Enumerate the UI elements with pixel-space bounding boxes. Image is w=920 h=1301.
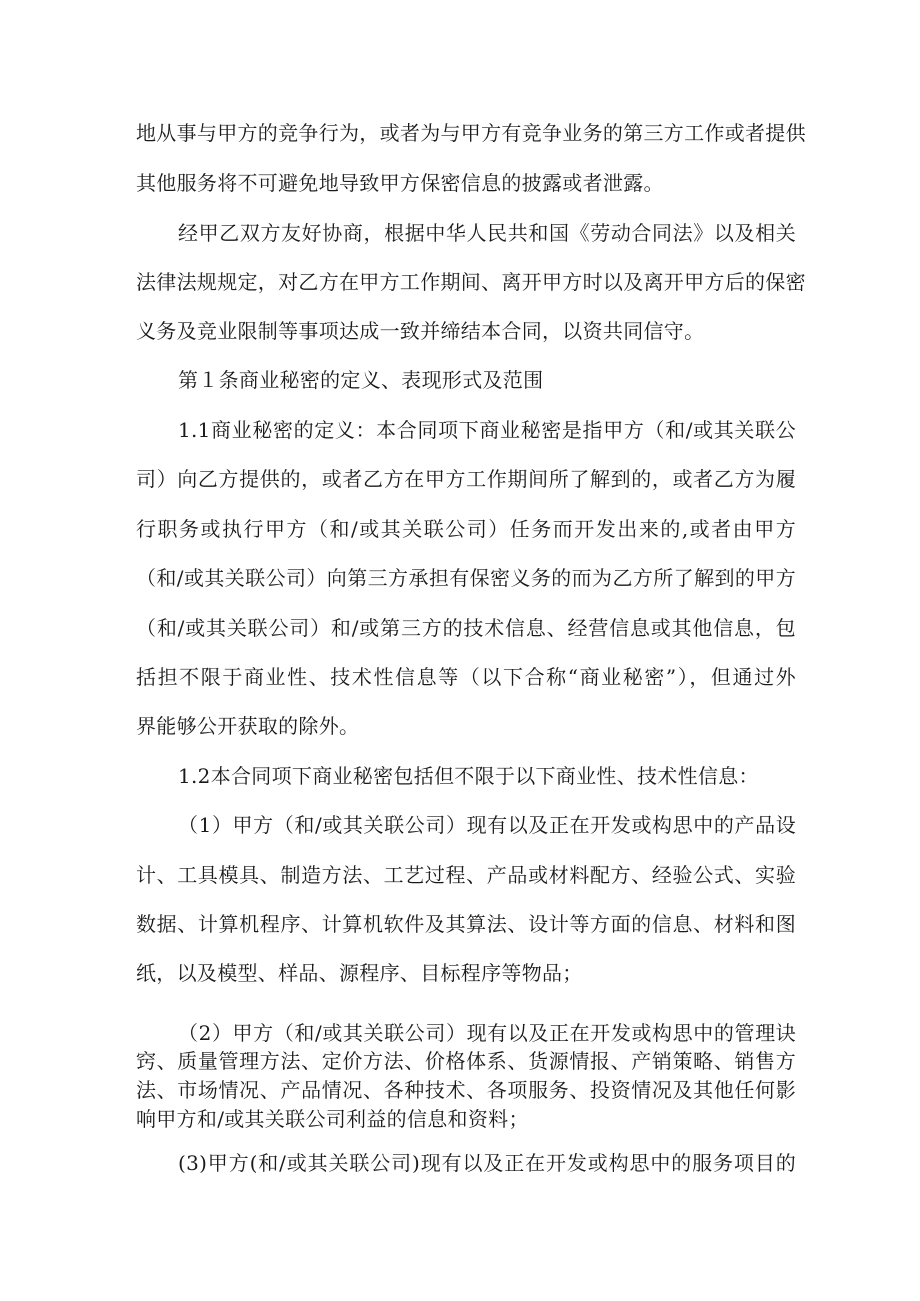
paragraph-line: 数据、计算机程序、计算机软件及其算法、设计等方面的信息、材料和图 [136,912,796,936]
paragraph-line: 地从事与甲方的竞争行为，或者为与甲方有竞争业务的第三方工作或者提供 [136,121,806,145]
paragraph-line: （2）甲方（和/或其关联公司）现有以及正在开发或构思中的管理诀 [178,1021,796,1045]
paragraph-line: 法、市场情况、产品情况、各种技术、各项服务、投资情况及其他任何影 [136,1078,796,1102]
paragraph-line: 1.1商业秘密的定义：本合同项下商业秘密是指甲方（和/或其关联公 [178,418,796,442]
paragraph-line: 义务及竞业限制等事项达成一致并缔结本合同，以资共同信守。 [136,319,705,343]
paragraph-line: （和/或其关联公司）向第三方承担有保密义务的而为乙方所了解到的甲方 [136,566,796,590]
paragraph-line: （1）甲方（和/或其关联公司）现有以及正在开发或构思中的产品设 [178,813,796,837]
paragraph-line: 纸，以及模型、样品、源程序、目标程序等物品； [136,961,583,985]
paragraph-line: 响甲方和/或其关联公司利益的信息和资料； [136,1107,529,1131]
paragraph-line: 其他服务将不可避免地导致甲方保密信息的披露或者泄露。 [136,171,664,195]
paragraph-line: 行职务或执行甲方（和/或其关联公司）任务而开发出来的,或者由甲方 [136,517,796,541]
paragraph-line: 计、工具模具、制造方法、工艺过程、产品或材料配方、经验公式、实验 [136,863,796,887]
paragraph-line: 经甲乙双方友好协商，根据中华人民共和国《劳动合同法》以及相关 [178,221,796,245]
paragraph-line: 窍、质量管理方法、定价方法、价格体系、货源情报、产销策略、销售方 [136,1049,796,1073]
paragraph-line: 法律法规规定，对乙方在甲方工作期间、离开甲方时以及离开甲方后的保密 [136,270,806,294]
paragraph-line: (3)甲方(和/或其关联公司)现有以及正在开发或构思中的服务项目的 [178,1151,796,1175]
paragraph-line: 界能够公开获取的除外。 [136,714,360,738]
section-heading: 第１条商业秘密的定义、表现形式及范围 [178,368,544,392]
paragraph-line: 括担不限于商业性、技术性信息等（以下合称“商业秘密”），但通过外 [136,665,796,689]
paragraph-line: （和/或其关联公司）和/或第三方的技术信息、经营信息或其他信息，包 [136,616,796,640]
paragraph-line: 1.2本合同项下商业秘密包括但不限于以下商业性、技术性信息： [178,764,759,788]
paragraph-line: 司）向乙方提供的，或者乙方在甲方工作期间所了解到的，或者乙方为履 [136,467,796,491]
